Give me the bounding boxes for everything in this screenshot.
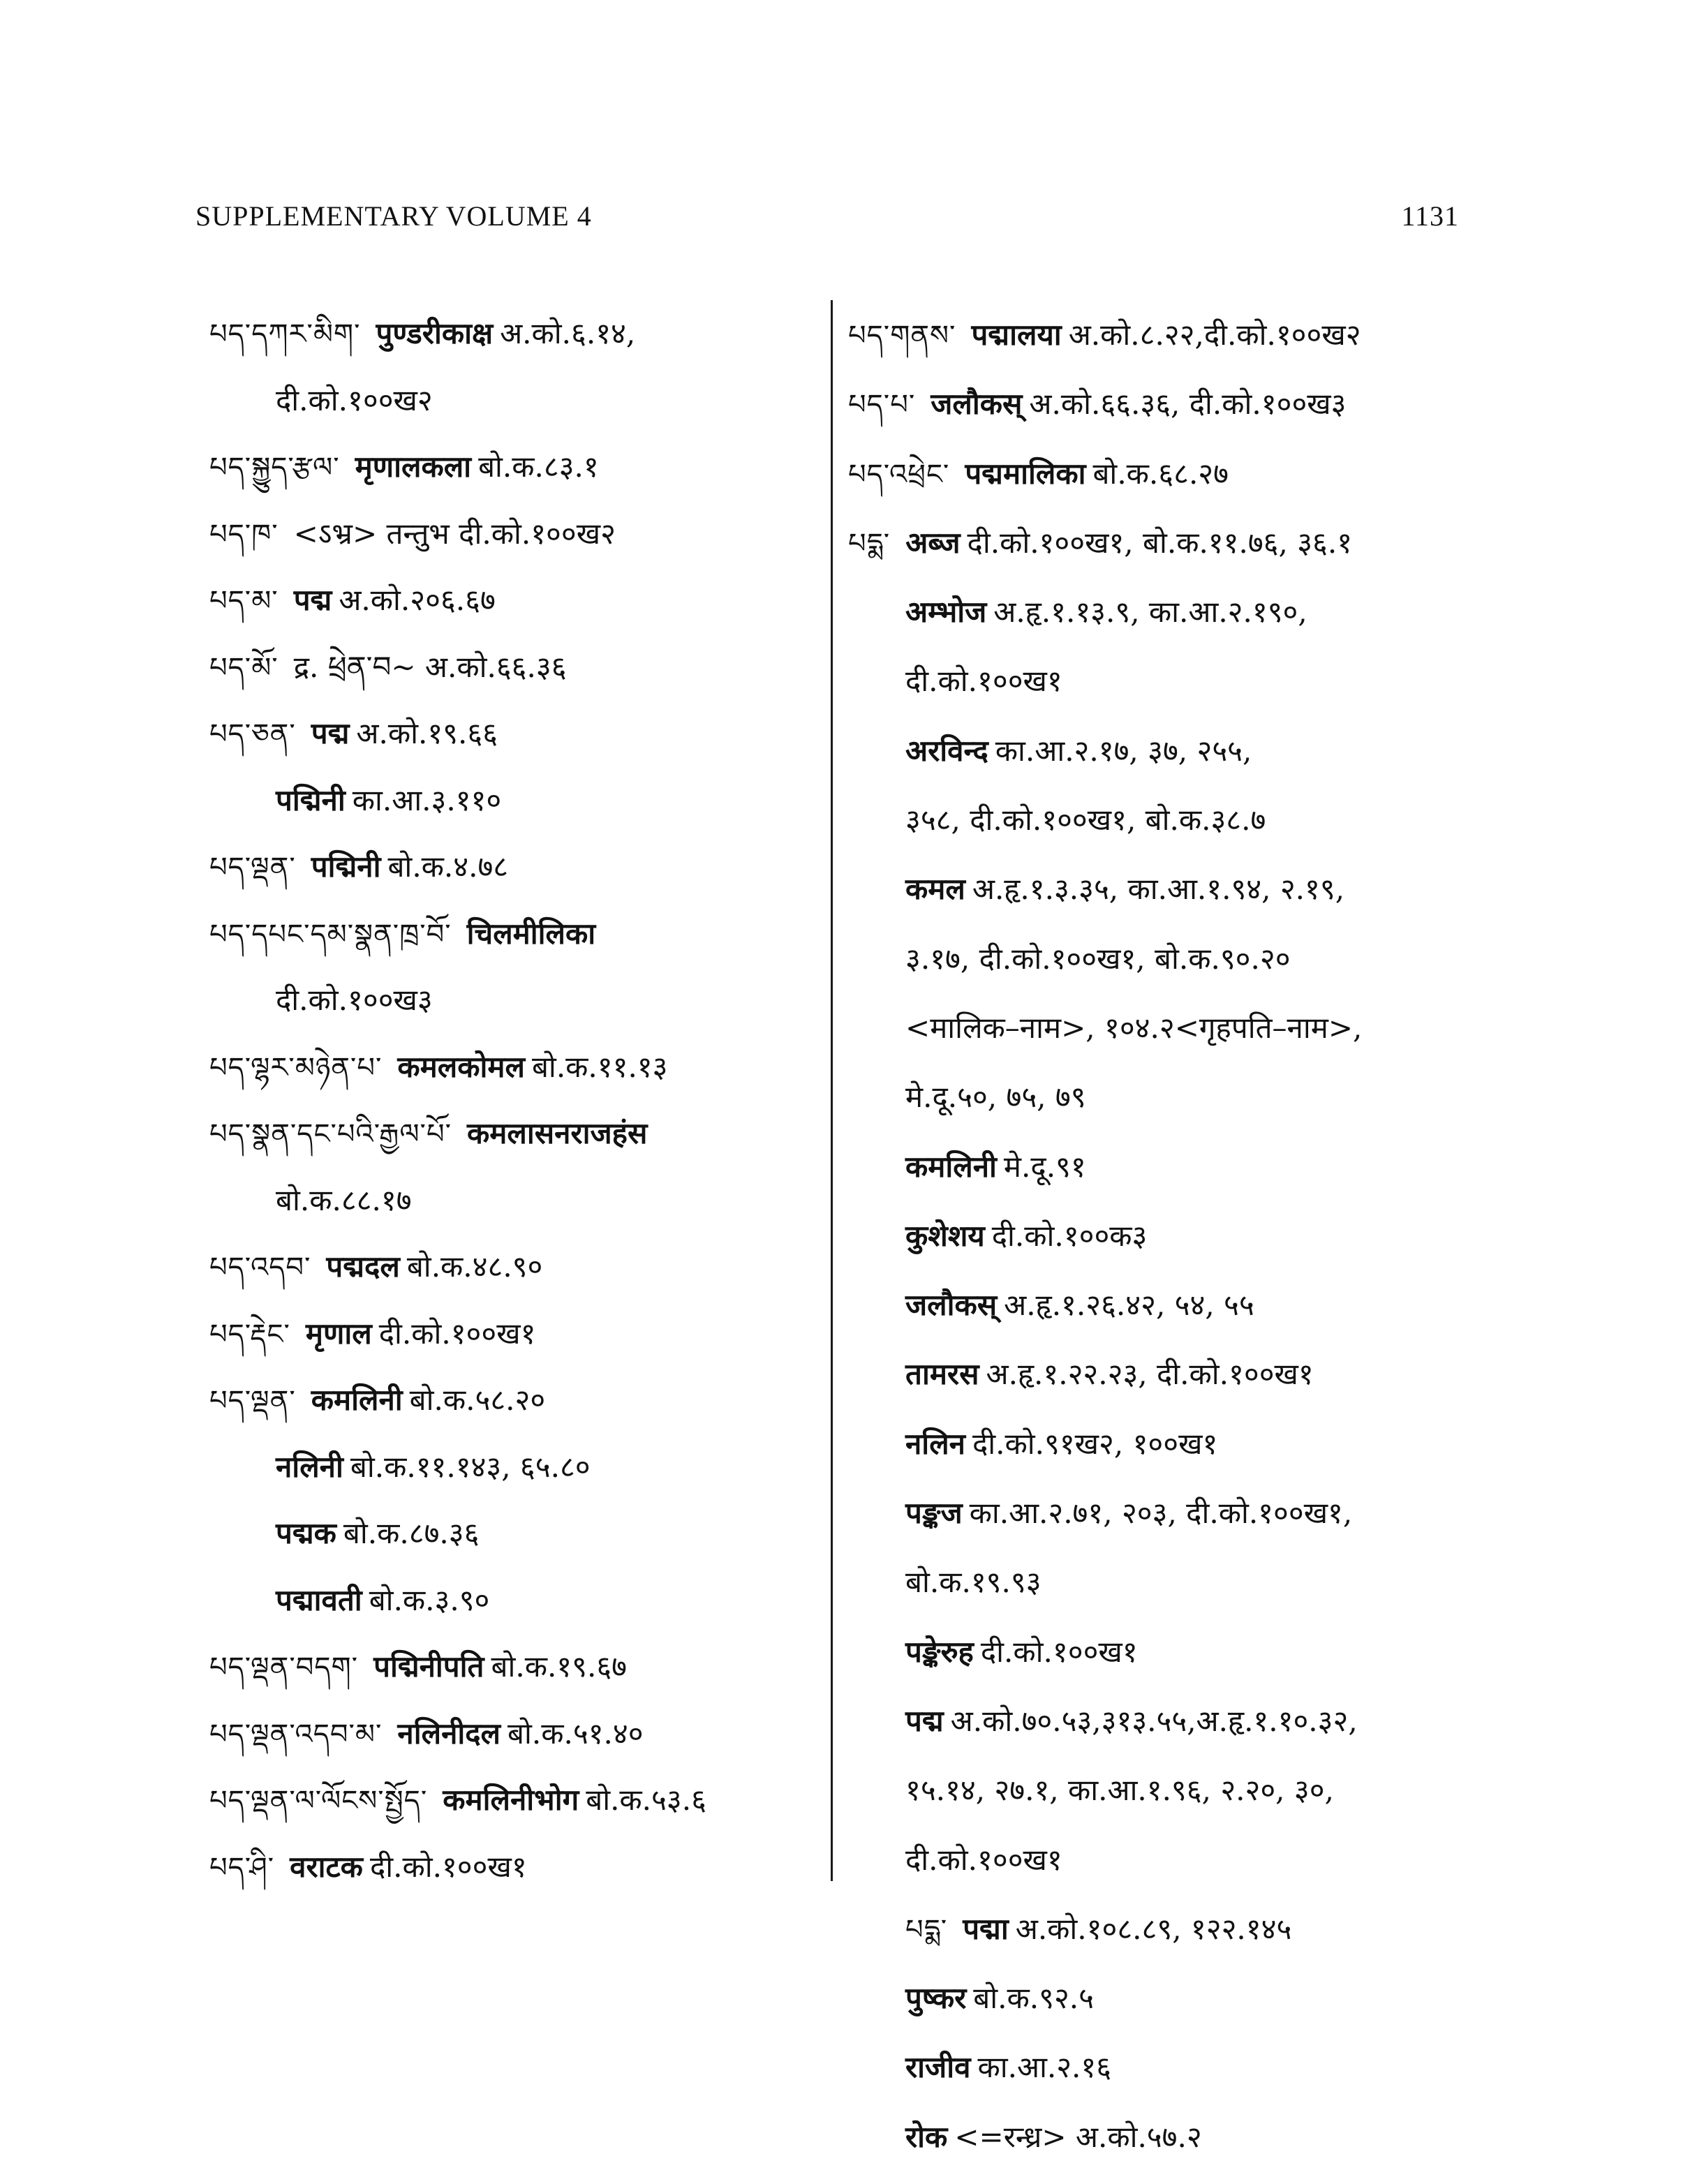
tibetan-term: པད་རྡེང་ bbox=[209, 1318, 290, 1351]
reference: मे.दू.५०, ७५, ७९ bbox=[905, 1080, 1086, 1115]
tibetan-term: པད་མ་ bbox=[209, 585, 279, 617]
tibetan-term: པད་ལྡན་ལ་ལོངས་སྤྱོད་ bbox=[209, 1785, 428, 1817]
sanskrit-headword: वराटक bbox=[290, 1849, 363, 1884]
tibetan-term: པད་དཀར་མིག་ bbox=[209, 318, 361, 350]
tibetan-term: པད་མོ་ bbox=[209, 651, 279, 684]
reference: बो.क.१९.९३ bbox=[905, 1565, 1042, 1600]
entry-line bbox=[848, 2102, 1462, 2171]
tibetan-term: པད་སྣན་དང་པའི་རྒྱལ་པོ་ bbox=[209, 1118, 452, 1150]
reference: अ.को.६.१४, bbox=[500, 316, 636, 350]
sanskrit-headword: कमल bbox=[905, 872, 965, 907]
entry-line bbox=[209, 1834, 838, 1901]
tibetan-term: པད་འཕྲེང་ bbox=[848, 458, 950, 491]
reference: का.आ.२.७१, २०३, दी.को.१००ख१, bbox=[969, 1496, 1353, 1531]
reference: दी.को.१००ख२ bbox=[276, 382, 433, 417]
entry-line bbox=[848, 1270, 1462, 1339]
reference: अ.हृ.१.२६.४२, ५४, ५५ bbox=[1004, 1288, 1254, 1323]
reference: बो.क.४८.९० bbox=[406, 1249, 543, 1284]
reference: बो.क.११.१४३, ६५.८० bbox=[350, 1449, 591, 1484]
reference: <ऽभ्र> तन्तुभ दी.को.१००ख२ bbox=[293, 516, 616, 551]
entry-line bbox=[209, 767, 838, 834]
tibetan-term: པད་གནས་ bbox=[848, 320, 956, 352]
sanskrit-headword: जलौकस् bbox=[931, 387, 1023, 422]
entry-line bbox=[209, 433, 838, 500]
entry-line bbox=[848, 1478, 1462, 1547]
reference: दी.को.१००ख१ bbox=[980, 1634, 1138, 1669]
reference: दी.को.१००ख१ bbox=[905, 664, 1062, 699]
reference: अ.को.८.२२,दी.को.१००ख२ bbox=[1068, 318, 1361, 352]
entry-line bbox=[209, 833, 838, 900]
entry-line bbox=[848, 1825, 1462, 1894]
reference: दी.को.१००ख१ bbox=[378, 1316, 536, 1351]
entry-line bbox=[209, 1300, 838, 1367]
entry-line bbox=[209, 900, 838, 967]
sanskrit-headword: अरविन्द bbox=[905, 733, 988, 768]
reference: दी.को.१००ख१ bbox=[369, 1849, 527, 1884]
left-column bbox=[209, 300, 838, 1900]
reference: द्र. ཕྲེན་བ~ अ.को.६६.३६ bbox=[293, 649, 567, 684]
running-title: SUPPLEMENTARY VOLUME 4 bbox=[195, 200, 592, 232]
reference: अ.को.१०८.८९, १२२.१४५ bbox=[1015, 1911, 1292, 1946]
sanskrit-headword: पद्मक bbox=[276, 1516, 336, 1550]
sanskrit-headword: कुशेशय bbox=[905, 1218, 985, 1253]
entry-line bbox=[209, 1233, 838, 1300]
entry-line bbox=[209, 1167, 838, 1234]
reference: बो.क.५१.४० bbox=[507, 1716, 644, 1751]
sanskrit-headword: पद्मिनी bbox=[311, 849, 381, 884]
entry-line bbox=[209, 1700, 838, 1767]
sanskrit-headword: मृणालकला bbox=[355, 450, 472, 484]
reference: बो.क.३.९० bbox=[369, 1582, 490, 1617]
entry-line bbox=[209, 1034, 838, 1101]
entry-line bbox=[848, 1132, 1462, 1201]
entry-line bbox=[848, 1963, 1462, 2033]
sanskrit-headword: पङ्केरुह bbox=[905, 1634, 974, 1669]
reference: बो.क.८८.१७ bbox=[276, 1182, 412, 1217]
reference: दी.को.१००क३ bbox=[991, 1218, 1148, 1253]
tibetan-term: པདྨ་ bbox=[848, 527, 891, 560]
entry-line bbox=[209, 300, 838, 367]
entry-line bbox=[848, 369, 1462, 438]
sanskrit-headword: पद्म bbox=[905, 1703, 944, 1738]
reference: <मालिक–नाम>, १०४.२<गृहपति–नाम>, bbox=[905, 1010, 1363, 1045]
entry-line bbox=[848, 924, 1462, 993]
sanskrit-headword: अम्भोज bbox=[905, 595, 987, 630]
sanskrit-headword: पुष्कर bbox=[905, 1981, 967, 2016]
reference: अ.हृ.१.३.३५, का.आ.१.९४, २.१९, bbox=[972, 872, 1345, 907]
reference: बो.क.५३.६ bbox=[586, 1783, 706, 1817]
reference: अ.हृ.१.१३.९, का.आ.२.१९०, bbox=[993, 595, 1307, 630]
sanskrit-headword: पद्म bbox=[311, 716, 350, 750]
reference: का.आ.२.१६ bbox=[977, 2050, 1112, 2085]
sanskrit-headword: जलौकस् bbox=[905, 1288, 998, 1323]
tibetan-term: པད་ཤི་ bbox=[209, 1851, 275, 1884]
entry-line bbox=[209, 367, 838, 434]
entry-line bbox=[848, 993, 1462, 1062]
reference: दी.को.१००ख१ bbox=[905, 1842, 1062, 1877]
entry-line bbox=[209, 1767, 838, 1834]
sanskrit-headword: पद्मालया bbox=[971, 318, 1062, 352]
reference: ३.१७, दी.को.१००ख१, बो.क.९०.२० bbox=[905, 941, 1291, 976]
tibetan-term: པད་ཅན་ bbox=[209, 718, 296, 750]
reference: बो.क.१९.६७ bbox=[491, 1649, 628, 1684]
entry-line bbox=[848, 577, 1462, 646]
entry-line bbox=[209, 1100, 838, 1167]
running-header bbox=[188, 200, 1459, 235]
reference: १५.१४, २७.१, का.आ.१.९६, २.२०, ३०, bbox=[905, 1773, 1334, 1808]
sanskrit-headword: मृणाल bbox=[305, 1316, 372, 1351]
page-number: 1131 bbox=[1401, 200, 1459, 232]
tibetan-term: པད་ལྡན་ bbox=[209, 852, 296, 884]
sanskrit-headword: राजीव bbox=[905, 2050, 971, 2085]
entry-line bbox=[209, 1500, 838, 1567]
reference: दी.को.१००ख१, बो.क.११.७६, ३६.१ bbox=[967, 525, 1353, 560]
entry-line bbox=[848, 1894, 1462, 1963]
sanskrit-headword: नलिन bbox=[905, 1426, 965, 1461]
sanskrit-headword: पद्मावती bbox=[276, 1582, 362, 1617]
sanskrit-headword: पुण्डरीकाक्ष bbox=[376, 316, 494, 350]
sanskrit-headword: कमलासनराजहंस bbox=[467, 1116, 648, 1150]
entry-line bbox=[848, 300, 1462, 369]
entry-line bbox=[848, 1062, 1462, 1131]
entry-line bbox=[209, 500, 838, 567]
reference: बो.क.८७.३६ bbox=[343, 1516, 480, 1550]
reference: बो.क.८३.१ bbox=[478, 450, 599, 484]
reference: बो.क.४.७८ bbox=[387, 849, 509, 884]
sanskrit-headword: पद्मिनी bbox=[276, 782, 346, 817]
reference: बो.क.९२.५ bbox=[973, 1981, 1094, 2016]
reference: ३५८, दी.को.१००ख१, बो.क.३८.७ bbox=[905, 803, 1266, 838]
tibetan-term: པདྨ་ bbox=[905, 1913, 948, 1946]
reference: बो.क.५८.२० bbox=[409, 1383, 546, 1417]
tibetan-term: པད་ཁ་ bbox=[209, 518, 279, 551]
reference: अ.को.६६.३६, दी.को.१००ख३ bbox=[1029, 387, 1347, 422]
tibetan-term: པད་འདབ་ bbox=[209, 1251, 311, 1284]
reference: मे.दू.९१ bbox=[1003, 1149, 1086, 1184]
sanskrit-headword: नलिनी bbox=[276, 1449, 343, 1484]
sanskrit-headword: पङ्कज bbox=[905, 1496, 963, 1531]
sanskrit-headword: कमलिनी bbox=[905, 1149, 997, 1184]
sanskrit-headword: अब्ज bbox=[905, 525, 961, 560]
tibetan-term: པད་ལྷར་མཉེན་པ་ bbox=[209, 1051, 383, 1084]
sanskrit-headword: पद्मदल bbox=[326, 1249, 400, 1284]
sanskrit-headword: चिलमीलिका bbox=[466, 916, 596, 951]
reference: अ.को.१९.६६ bbox=[356, 716, 498, 750]
entry-line bbox=[848, 646, 1462, 715]
tibetan-term: པད་ལྡན་བདག་ bbox=[209, 1651, 359, 1684]
entry-line bbox=[848, 854, 1462, 923]
column-divider bbox=[831, 300, 833, 1881]
entry-line bbox=[209, 1567, 838, 1634]
entry-line bbox=[848, 1547, 1462, 1617]
sanskrit-headword: पद्ममालिका bbox=[965, 456, 1086, 491]
reference: अ.को.२०६.६७ bbox=[339, 583, 496, 617]
sanskrit-headword: कमलकोमल bbox=[397, 1049, 525, 1084]
entry-line bbox=[848, 439, 1462, 508]
entry-line bbox=[848, 1339, 1462, 1409]
entry-line bbox=[209, 1434, 838, 1501]
entry-line bbox=[848, 2033, 1462, 2102]
entry-line bbox=[848, 785, 1462, 854]
sanskrit-headword: पद्मिनीपति bbox=[373, 1649, 484, 1684]
reference: का.आ.३.११० bbox=[352, 782, 502, 817]
entry-line bbox=[848, 508, 1462, 577]
entry-line bbox=[209, 700, 838, 767]
sanskrit-headword: पद्म bbox=[293, 583, 332, 617]
right-column bbox=[848, 300, 1462, 2171]
sanskrit-headword: रोक bbox=[905, 2119, 948, 2154]
entry-line bbox=[848, 1201, 1462, 1270]
entry-line bbox=[209, 1367, 838, 1434]
reference: बो.क.६८.२७ bbox=[1092, 456, 1229, 491]
reference: अ.को.७०.५३,३१३.५५,अ.हृ.१.१०.३२, bbox=[950, 1703, 1358, 1738]
entry-line bbox=[848, 716, 1462, 785]
reference: का.आ.२.१७, ३७, २५५, bbox=[995, 733, 1252, 768]
tibetan-term: པད་སྐྱུད་རྩལ་ bbox=[209, 452, 340, 484]
entry-line bbox=[209, 634, 838, 701]
reference: बो.क.११.१३ bbox=[531, 1049, 668, 1084]
entry-line bbox=[848, 1617, 1462, 1686]
entry-line bbox=[209, 567, 838, 634]
entry-line bbox=[848, 1686, 1462, 1755]
tibetan-term: པད་པ་ bbox=[848, 389, 916, 422]
sanskrit-headword: तामरस bbox=[905, 1357, 979, 1392]
sanskrit-headword: कमलिनीभोग bbox=[443, 1783, 579, 1817]
sanskrit-headword: नलिनीदल bbox=[397, 1716, 501, 1751]
sanskrit-headword: पद्मा bbox=[963, 1911, 1009, 1946]
entry-line bbox=[209, 967, 838, 1034]
entry-line bbox=[209, 1633, 838, 1700]
sanskrit-headword: कमलिनी bbox=[311, 1383, 403, 1417]
entry-line bbox=[848, 1409, 1462, 1478]
reference: अ.हृ.१.२२.२३, दी.को.१००ख१ bbox=[986, 1357, 1314, 1392]
reference: दी.को.१००ख३ bbox=[276, 983, 433, 1017]
reference: दी.को.९१ख२, १००ख१ bbox=[972, 1426, 1218, 1461]
entry-line bbox=[848, 1755, 1462, 1825]
tibetan-term: པད་ལྡན་འདབ་མ་ bbox=[209, 1718, 383, 1751]
reference: <=रन्ध्र> अ.को.५७.२ bbox=[954, 2119, 1202, 2154]
tibetan-term: པད་དཔང་དམ་སྣན་ཁྲ་བོ་ bbox=[209, 918, 452, 951]
tibetan-term: པད་ལྡན་ bbox=[209, 1385, 296, 1417]
